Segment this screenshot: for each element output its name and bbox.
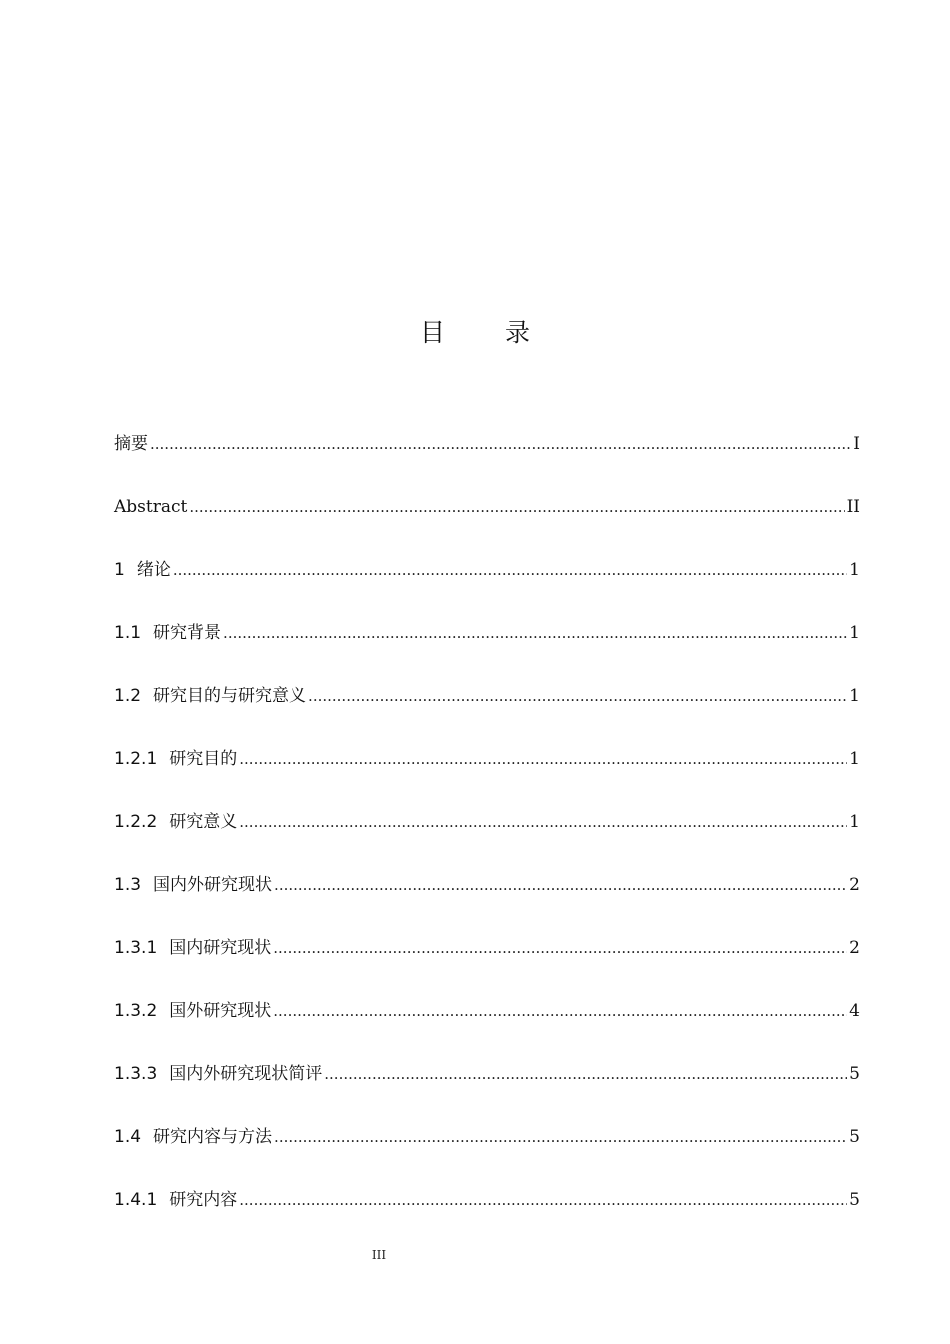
toc-entry-page: 1 [849, 623, 860, 643]
toc-entry-label: 国外研究现状 [169, 1001, 272, 1021]
toc-entry-number: 1 [114, 560, 125, 580]
toc-entry-label: 国内研究现状 [169, 938, 272, 958]
toc-dot-leader [173, 553, 847, 587]
toc-dot-leader [189, 490, 844, 524]
toc-entry[interactable] [114, 868, 860, 931]
toc-entry[interactable] [114, 553, 860, 616]
toc-dot-leader [274, 868, 847, 902]
toc-entry-page: 5 [849, 1127, 860, 1147]
toc-entry-label: 国内外研究现状 [153, 875, 273, 895]
toc-entry-number: 1.3 [114, 875, 142, 895]
toc-entry[interactable] [114, 742, 860, 805]
toc-entry-label: 研究目的 [169, 749, 238, 769]
toc-dot-leader [324, 1057, 847, 1091]
toc-entry-label: 国内外研究现状简评 [169, 1064, 323, 1084]
toc-entry-page: 1 [849, 812, 860, 832]
toc-entry-number: 1.3.1 [114, 938, 158, 958]
toc-entry-number: 1.2.2 [114, 812, 158, 832]
toc-entry-page: 1 [849, 749, 860, 769]
toc-entry-label: 研究目的与研究意义 [153, 686, 307, 706]
toc-dot-leader [273, 931, 847, 965]
toc-dot-leader [274, 1120, 847, 1154]
toc-entry-page: 5 [849, 1064, 860, 1084]
toc-dot-leader [150, 427, 851, 461]
toc-entry[interactable] [114, 805, 860, 868]
toc-entry-page: 4 [849, 1001, 860, 1021]
toc-entry-number: 1.4 [114, 1127, 142, 1147]
toc-entry-number: 1.3.2 [114, 1001, 158, 1021]
toc-entry-page: 5 [849, 1190, 860, 1210]
toc-dot-leader [223, 616, 847, 650]
toc-dot-leader [239, 1183, 847, 1217]
toc-entry[interactable] [114, 931, 860, 994]
toc-entry-page: 1 [849, 560, 860, 580]
toc-entry-page: 2 [849, 875, 860, 895]
toc-entry-label: 研究内容 [169, 1190, 238, 1210]
toc-entry[interactable] [114, 1057, 860, 1120]
toc-entry[interactable] [114, 679, 860, 742]
toc-entry[interactable] [114, 616, 860, 679]
toc-entry[interactable] [114, 427, 860, 490]
toc-entry[interactable] [114, 994, 860, 1057]
toc-entry-page: 1 [849, 686, 860, 706]
toc-entry-label: Abstract [114, 497, 188, 517]
toc-entry-label: 绪论 [136, 560, 171, 580]
toc-list [114, 427, 860, 1246]
toc-entry-label: 研究意义 [169, 812, 238, 832]
toc-entry-page: 2 [849, 938, 860, 958]
toc-entry[interactable] [114, 490, 860, 553]
toc-entry-label: 研究背景 [153, 623, 222, 643]
toc-entry-number: 1.3.3 [114, 1064, 158, 1084]
toc-dot-leader [239, 742, 847, 776]
toc-entry-page: II [846, 497, 860, 517]
toc-entry-label: 研究内容与方法 [153, 1127, 273, 1147]
toc-entry-label: 摘要 [114, 434, 148, 454]
toc-entry-page: I [853, 434, 860, 454]
page-number: III [371, 1248, 387, 1262]
toc-dot-leader [273, 994, 847, 1028]
toc-dot-leader [239, 805, 847, 839]
toc-entry-number: 1.2.1 [114, 749, 158, 769]
toc-title: 目 录 [420, 318, 556, 347]
toc-entry[interactable] [114, 1183, 860, 1246]
toc-entry[interactable] [114, 1120, 860, 1183]
toc-entry-number: 1.4.1 [114, 1190, 158, 1210]
toc-entry-number: 1.2 [114, 686, 142, 706]
toc-dot-leader [308, 679, 847, 713]
toc-entry-number: 1.1 [114, 623, 142, 643]
